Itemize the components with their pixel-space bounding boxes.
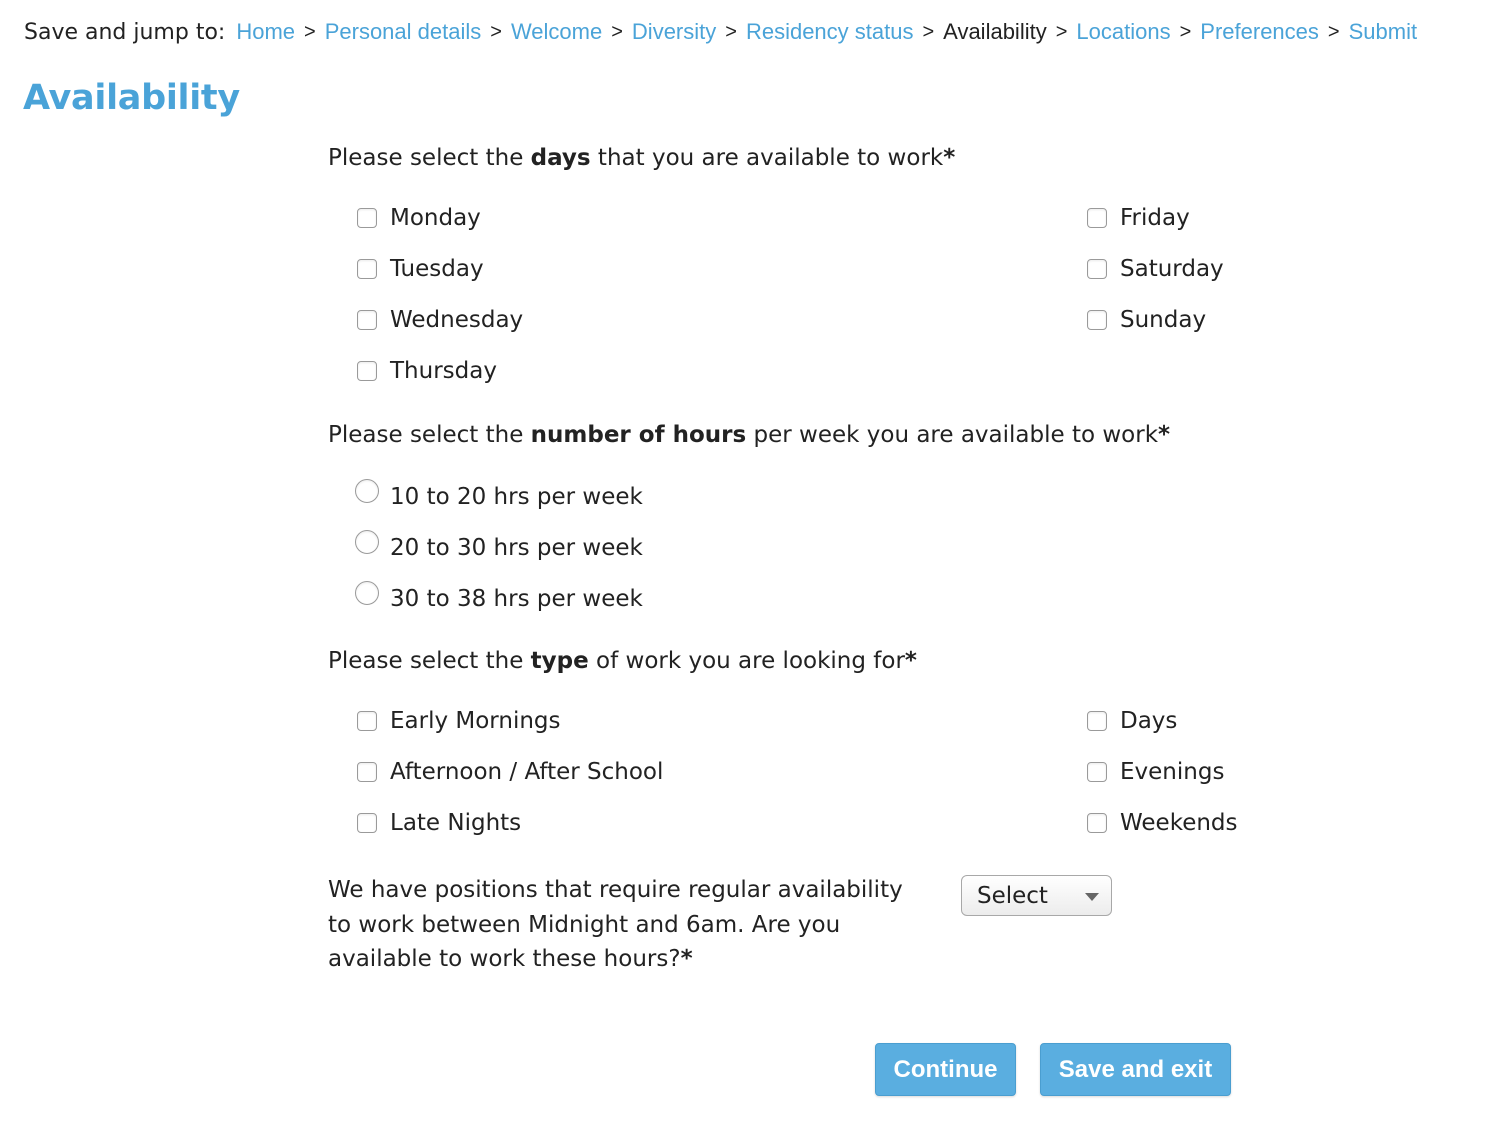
checkbox-box[interactable] bbox=[357, 711, 377, 731]
breadcrumb-prefix: Save and jump to: bbox=[24, 19, 226, 45]
checkbox-days[interactable] bbox=[1087, 704, 1177, 738]
checkbox-afternoon-after-school[interactable] bbox=[357, 755, 663, 789]
days-question-text-end: that you are available to work bbox=[590, 145, 944, 171]
breadcrumb-submit[interactable]: Submit bbox=[1348, 19, 1418, 44]
radio-circle[interactable] bbox=[355, 479, 379, 503]
days-question-bold: days bbox=[530, 145, 591, 171]
checkbox-monday[interactable] bbox=[357, 201, 481, 235]
breadcrumb-separator: > bbox=[490, 20, 502, 43]
breadcrumb-diversity[interactable]: Diversity bbox=[631, 19, 717, 44]
breadcrumb-personal-details[interactable]: Personal details bbox=[324, 19, 482, 44]
checkbox-box[interactable] bbox=[1087, 813, 1107, 833]
checkbox-label: Wednesday bbox=[390, 307, 524, 333]
checkbox-box[interactable] bbox=[1087, 762, 1107, 782]
checkbox-box[interactable] bbox=[357, 259, 377, 279]
checkbox-label: Early Mornings bbox=[390, 708, 561, 734]
checkbox-box[interactable] bbox=[1087, 310, 1107, 330]
checkbox-late-nights[interactable] bbox=[357, 806, 521, 840]
breadcrumb-residency-status[interactable]: Residency status bbox=[745, 19, 914, 44]
radio-label: 20 to 30 hrs per week bbox=[390, 535, 643, 561]
breadcrumb-home[interactable]: Home bbox=[236, 19, 296, 44]
breadcrumb-locations[interactable]: Locations bbox=[1076, 19, 1171, 44]
checkbox-box[interactable] bbox=[357, 310, 377, 330]
radio-label: 30 to 38 hrs per week bbox=[390, 586, 643, 612]
breadcrumb-separator: > bbox=[1179, 20, 1192, 43]
checkbox-sunday[interactable] bbox=[1087, 303, 1206, 337]
breadcrumb bbox=[24, 14, 1417, 50]
breadcrumb-separator: > bbox=[304, 20, 316, 43]
hours-question-text-end: per week you are available to work bbox=[746, 422, 1159, 448]
radio-20-30-hrs[interactable] bbox=[355, 531, 643, 565]
checkbox-thursday[interactable] bbox=[357, 354, 497, 388]
checkbox-weekends[interactable] bbox=[1087, 806, 1238, 840]
breadcrumb-separator: > bbox=[1327, 20, 1340, 43]
radio-30-38-hrs[interactable] bbox=[355, 582, 643, 616]
days-question-text: Please select the bbox=[328, 145, 531, 171]
type-question-bold: type bbox=[530, 648, 589, 674]
radio-circle[interactable] bbox=[355, 530, 379, 554]
days-question bbox=[328, 145, 955, 171]
hours-question-bold: number of hours bbox=[530, 422, 747, 448]
checkbox-box[interactable] bbox=[357, 208, 377, 228]
hours-question bbox=[328, 422, 1170, 448]
required-marker: * bbox=[1158, 422, 1171, 448]
radio-10-20-hrs[interactable] bbox=[355, 480, 643, 514]
checkbox-label: Afternoon / After School bbox=[390, 759, 664, 785]
checkbox-wednesday[interactable] bbox=[357, 303, 523, 337]
type-question-text-end: of work you are looking for bbox=[588, 648, 905, 674]
checkbox-early-mornings[interactable] bbox=[357, 704, 561, 738]
checkbox-saturday[interactable] bbox=[1087, 252, 1224, 286]
required-marker: * bbox=[904, 648, 917, 674]
breadcrumb-separator: > bbox=[611, 20, 623, 43]
hours-question-text: Please select the bbox=[328, 422, 531, 448]
chevron-down-icon bbox=[1085, 893, 1099, 901]
checkbox-evenings[interactable] bbox=[1087, 755, 1224, 789]
checkbox-label: Sunday bbox=[1120, 307, 1207, 333]
night-availability-question bbox=[328, 873, 908, 977]
required-marker: * bbox=[943, 145, 956, 171]
radio-circle[interactable] bbox=[355, 581, 379, 605]
checkbox-box[interactable] bbox=[1087, 711, 1107, 731]
radio-label: 10 to 20 hrs per week bbox=[390, 484, 643, 510]
required-marker: * bbox=[680, 946, 693, 972]
breadcrumb-separator: > bbox=[1055, 20, 1068, 43]
breadcrumb-separator: > bbox=[725, 20, 737, 43]
type-question bbox=[328, 648, 917, 674]
checkbox-box[interactable] bbox=[357, 361, 377, 381]
select-value: Select bbox=[977, 882, 1048, 909]
checkbox-label: Weekends bbox=[1120, 810, 1238, 836]
page-title: Availability bbox=[23, 78, 240, 118]
checkbox-tuesday[interactable] bbox=[357, 252, 484, 286]
checkbox-label: Evenings bbox=[1120, 759, 1225, 785]
checkbox-label: Days bbox=[1120, 708, 1178, 734]
continue-button[interactable]: Continue bbox=[875, 1043, 1016, 1096]
type-question-text: Please select the bbox=[328, 648, 531, 674]
checkbox-box[interactable] bbox=[357, 762, 377, 782]
checkbox-box[interactable] bbox=[357, 813, 377, 833]
checkbox-label: Late Nights bbox=[390, 810, 522, 836]
checkbox-label: Thursday bbox=[390, 358, 497, 384]
breadcrumb-separator: > bbox=[922, 20, 935, 43]
breadcrumb-availability-current: Availability bbox=[943, 19, 1047, 44]
checkbox-box[interactable] bbox=[1087, 259, 1107, 279]
checkbox-box[interactable] bbox=[1087, 208, 1107, 228]
breadcrumb-welcome[interactable]: Welcome bbox=[510, 19, 603, 44]
save-and-exit-button[interactable]: Save and exit bbox=[1040, 1043, 1231, 1096]
night-question-text: We have positions that require regular availability to work between Midnight and 6am. Are you available to work these hours? bbox=[328, 877, 903, 972]
breadcrumb-preferences[interactable]: Preferences bbox=[1200, 19, 1319, 44]
checkbox-label: Saturday bbox=[1120, 256, 1224, 282]
checkbox-friday[interactable] bbox=[1087, 201, 1190, 235]
checkbox-label: Monday bbox=[390, 205, 481, 231]
checkbox-label: Friday bbox=[1120, 205, 1190, 231]
night-availability-select[interactable] bbox=[961, 875, 1112, 916]
checkbox-label: Tuesday bbox=[390, 256, 484, 282]
